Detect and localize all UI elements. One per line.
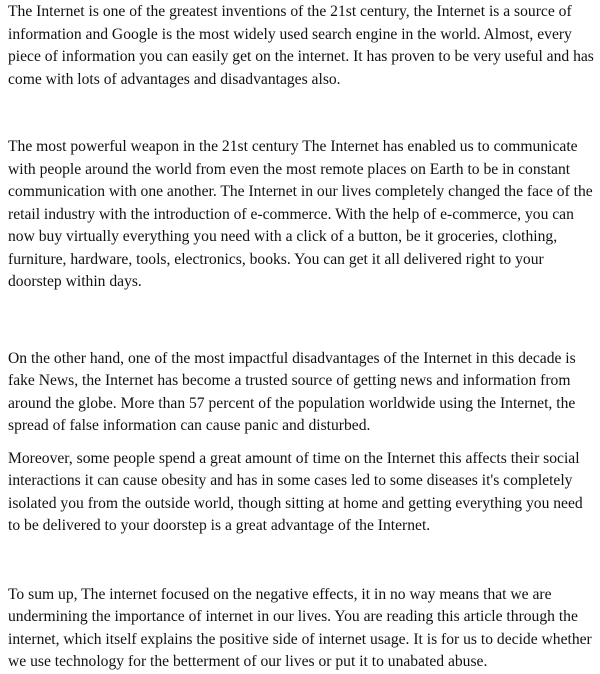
paragraph-advantages: The most powerful weapon in the 21st century The Internet has enabled us to communicate with people around the world from even the most remote places on Earth to be in constant communication with one another. The Internet in our lives completely changed the face of the retail industry with the introduction of e-commerce. With the help of e-commerce, you can now buy virtually everything you need with a click of a button, be it groceries, clothing, furniture, hardware, tools, electronics, books. You can get it all delivered right to your doorstep within days. [8,138,593,290]
document-body [8,0,596,674]
paragraph-intro: The Internet is one of the greatest inventions of the 21st century, the Internet is a source of information and Google is the most widely used search engine in the world. Almost, every piece of information you can easily get on the internet. It has proven to be very useful and has come with lots of advantages and disadvantages also. [8,3,594,88]
paragraph-social-effects: Moreover, some people spend a great amount of time on the Internet this affects their social interactions it can cause obesity and has in some cases led to some diseases it's completely isolated you from the outside world, though sitting at home and getting everything you need to be delivered to your doorstep is a great advantage of the Internet. [8,449,583,534]
paragraph-conclusion: To sum up, The internet focused on the negative effects, it in no way means that we are undermining the importance of internet in our lives. You are reading this article through the internet, which itself explains the positive side of internet usage. It is for us to decide whether we use technology for the betterment of our lives or put it to unabated abuse. [8,585,592,670]
paragraph-disadvantages: On the other hand, one of the most impactful disadvantages of the Internet in this decade is fake News, the Internet has become a trusted source of getting news and information from around the globe. More than 57 percent of the population worldwide using the Internet, the spread of false information can cause panic and disturbed. [8,349,576,434]
